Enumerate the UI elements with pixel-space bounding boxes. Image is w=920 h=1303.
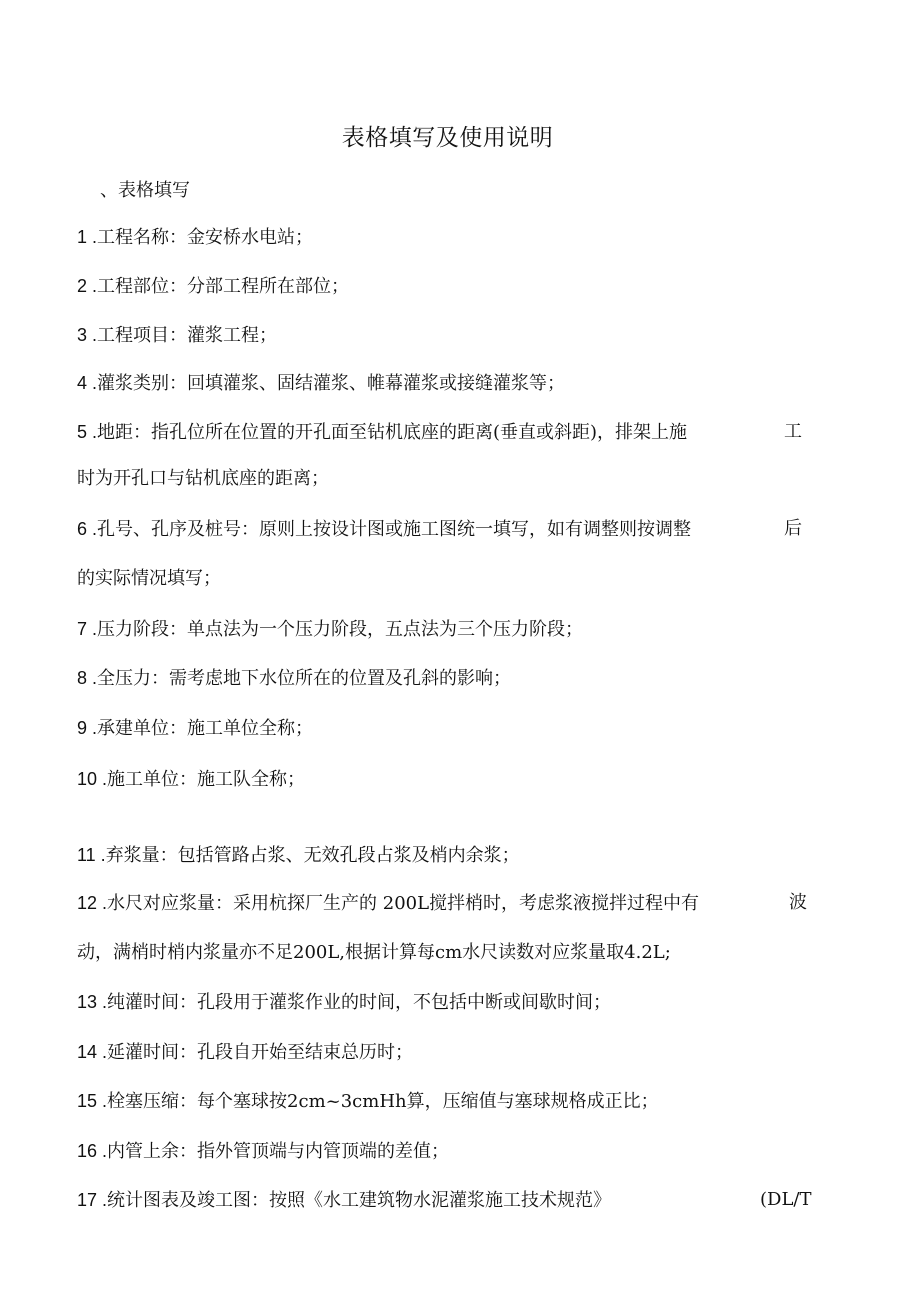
item-continuation: 时为开孔口与钻机底座的距离；	[77, 468, 329, 489]
item-text: 工程名称：金安桥水电站；	[97, 227, 314, 248]
item-text: 内管上余：指外管顶端与内管顶端的差值；	[107, 1141, 450, 1162]
section-heading: 、表格填写	[100, 180, 190, 201]
list-item	[77, 419, 687, 446]
item-text: 统计图表及竣工图：按照《水工建筑物水泥灌浆施工技术规范》	[107, 1190, 612, 1211]
item-line-tail: (DL/T	[760, 1189, 812, 1210]
list-item	[77, 665, 511, 692]
item-number: 7 .	[77, 619, 98, 639]
list-item	[77, 890, 699, 917]
list-item	[77, 516, 691, 543]
item-continuation: 的实际情况填写；	[77, 568, 221, 589]
item-text: 灌浆类别：回填灌浆、固结灌浆、帷幕灌浆或接缝灌浆等；	[97, 373, 566, 394]
item-text: 工程项目：灌浆工程；	[97, 325, 278, 346]
item-number: 10 .	[77, 769, 108, 789]
list-item	[77, 766, 305, 793]
item-number: 3 .	[77, 325, 98, 345]
item-text: 孔号、孔序及桩号：原则上按设计图或施工图统一填写，如有调整则按调整	[97, 519, 692, 540]
item-number: 15 .	[77, 1091, 108, 1111]
item-text: 压力阶段：单点法为一个压力阶段，五点法为三个压力阶段；	[97, 619, 584, 640]
item-number: 4 .	[77, 373, 98, 393]
list-item	[77, 989, 611, 1016]
item-number: 2 .	[77, 276, 98, 296]
item-number: 16 .	[77, 1141, 108, 1161]
item-number: 5 .	[77, 422, 98, 442]
item-text: 弃浆量：包括管路占浆、无效孔段占浆及梢内余浆；	[105, 845, 520, 866]
list-item	[77, 715, 313, 742]
page-title: 表格填写及使用说明	[341, 125, 554, 151]
item-number: 8 .	[77, 668, 98, 688]
item-line-tail: 波	[789, 892, 807, 913]
item-text: 全压力：需考虑地下水位所在的位置及孔斜的影响；	[97, 668, 512, 689]
item-number: 1 .	[77, 227, 98, 247]
item-number: 9 .	[77, 718, 98, 738]
list-item	[77, 322, 277, 349]
list-item	[77, 1138, 449, 1165]
item-text: 栓塞压缩：每个塞球按2cm~3cmHh算，压缩值与塞球规格成正比；	[107, 1091, 659, 1112]
item-line-tail: 后	[784, 518, 802, 539]
item-text: 延灌时间：孔段自开始至结束总历时；	[107, 1042, 414, 1063]
item-continuation: 动，满梢时梢内浆量亦不足200L,根据计算每cm水尺读数对应浆量取4.2L;	[77, 942, 671, 963]
item-text: 地距：指孔位所在位置的开孔面至钻机底座的距离(垂直或斜距)，排架上施	[97, 422, 688, 443]
item-number: 6 .	[77, 519, 98, 539]
item-number: 14 .	[77, 1042, 108, 1062]
item-text: 纯灌时间：孔段用于灌浆作业的时间，不包括中断或间歇时间；	[107, 992, 612, 1013]
item-text: 工程部位：分部工程所在部位；	[97, 276, 350, 297]
item-number: 17 .	[77, 1190, 108, 1210]
list-item	[77, 1187, 611, 1214]
item-number: 13 .	[77, 992, 108, 1012]
item-number: 12 .	[77, 893, 108, 913]
list-item	[77, 616, 583, 643]
list-item	[77, 370, 565, 397]
list-item	[77, 1039, 413, 1066]
item-number: 11 .	[77, 845, 106, 865]
item-text: 施工单位：施工队全称；	[107, 769, 306, 790]
item-text: 水尺对应浆量：采用杭探厂生产的 200L搅拌梢时，考虑浆液搅拌过程中有	[107, 893, 700, 914]
list-item	[77, 273, 349, 300]
list-item	[77, 842, 520, 869]
list-item	[77, 1088, 659, 1115]
item-line-tail: 工	[784, 421, 802, 442]
item-text: 承建单位：施工单位全称；	[97, 718, 314, 739]
list-item	[77, 224, 313, 251]
